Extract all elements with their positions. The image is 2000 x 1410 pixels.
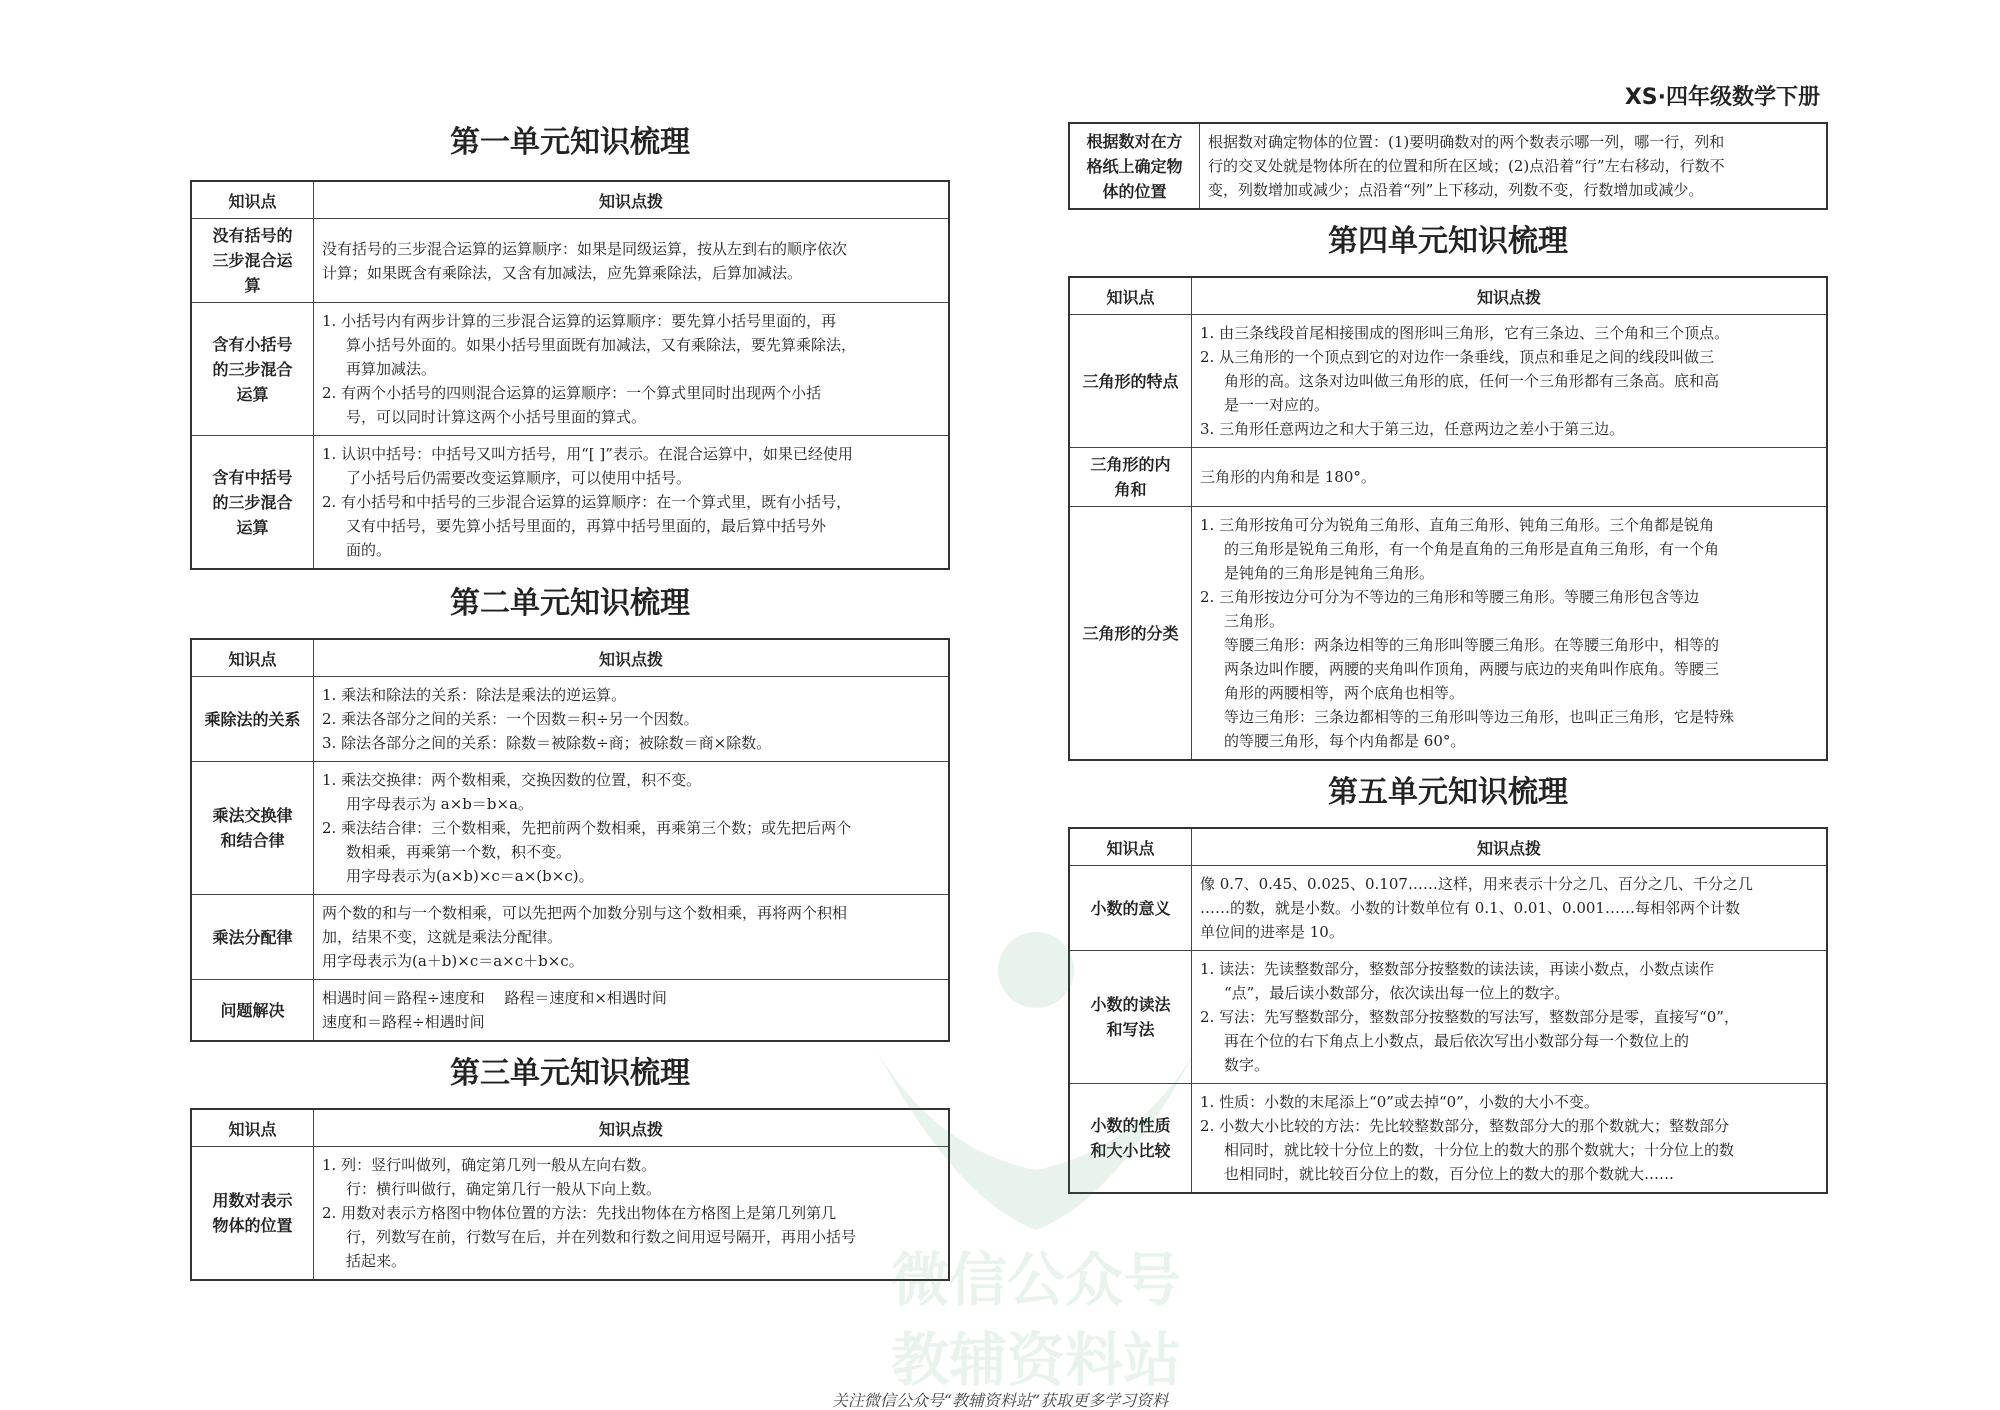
knowledge-tip xyxy=(1192,1084,1828,1194)
knowledge-row xyxy=(1069,507,1827,761)
tip-line: 数字。 xyxy=(1224,1056,1270,1074)
tip-line: 加，结果不变，这就是乘法分配律。 xyxy=(322,928,563,946)
tip-line: 行：横行叫做行，确定第几行一般从下向上数。 xyxy=(346,1180,662,1198)
tip-line: 行的交叉处就是物体所在的位置和所在区域；(2)点沿着“行”左右移动，行数不 xyxy=(1208,157,1725,175)
tip-line: ……的数，就是小数。小数的计数单位有 0.1、0.01、0.001……每相邻两个计数 xyxy=(1200,899,1740,917)
knowledge-row xyxy=(191,436,949,570)
knowledge-point-name xyxy=(191,219,314,303)
left-column xyxy=(190,118,950,1281)
knowledge-point-name xyxy=(1069,951,1192,1084)
tip-line: 2. 有两个小括号的四则混合运算的运算顺序：一个算式里同时出现两个小括 xyxy=(322,384,822,402)
knowledge-tip xyxy=(1192,448,1828,507)
column-header-point: 知识点 xyxy=(1069,277,1192,315)
knowledge-table-continued xyxy=(1068,122,1828,210)
section-title: 第四单元知识梳理 xyxy=(1328,224,1568,259)
tip-line: 两条边叫作腰，两腰的夹角叫作顶角，两腰与底边的夹角叫作底角。等腰三 xyxy=(1224,660,1720,678)
tip-line: 两个数的和与一个数相乘，可以先把两个加数分别与这个数相乘，再将两个积相 xyxy=(322,904,848,922)
watermark-dot xyxy=(998,932,1074,1008)
tip-line: 1. 列：竖行叫做列，确定第几列一般从左向右数。 xyxy=(322,1156,657,1174)
tip-line: 没有括号的三步混合运算的运算顺序：如果是同级运算，按从左到右的顺序依次 xyxy=(322,239,848,258)
knowledge-row xyxy=(191,219,949,303)
knowledge-point-label: 小数的意义 xyxy=(1090,898,1171,918)
knowledge-point-label: 用数对表示物体的位置 xyxy=(212,1191,293,1235)
knowledge-point-name xyxy=(1069,123,1200,209)
tip-line: 用字母表示为(a＋b)×c＝a×c＋b×c。 xyxy=(322,952,584,970)
knowledge-tip xyxy=(1192,507,1828,761)
tip-line: 1. 由三条线段首尾相接围成的图形叫三角形，它有三条边、三个角和三个顶点。 xyxy=(1200,324,1730,342)
tip-line: 算小括号外面的。如果小括号里面既有加减法，又有乘除法，要先算乘除法， xyxy=(346,336,857,354)
tip-line: 面的。 xyxy=(346,541,392,559)
tip-line: 是一一对应的。 xyxy=(1224,396,1330,414)
tip-line: 计算；如果既含有乘除法，又含有加减法，应先算乘除法，后算加减法。 xyxy=(322,263,803,282)
tip-line: 2. 乘法各部分之间的关系：一个因数＝积÷另一个因数。 xyxy=(322,710,699,728)
knowledge-point-name xyxy=(191,762,314,895)
knowledge-point-label: 含有小括号的三步混合运算 xyxy=(212,334,293,404)
tip-line: 也相同时，就比较百分位上的数，百分位上的数大的那个数就大…… xyxy=(1224,1165,1675,1183)
tip-line: 3. 三角形任意两边之和大于第三边，任意两边之差小于第三边。 xyxy=(1200,420,1625,438)
column-header-point: 知识点 xyxy=(191,181,314,219)
knowledge-row xyxy=(191,677,949,762)
knowledge-row xyxy=(1069,315,1827,448)
knowledge-point-name xyxy=(1069,1084,1192,1194)
tip-line: 再算加减法。 xyxy=(346,360,437,378)
tip-line: 三角形的内角和是 180°。 xyxy=(1200,468,1376,486)
knowledge-tip xyxy=(314,219,950,303)
tip-line: 了小括号后仍需要改变运算顺序，可以使用中括号。 xyxy=(346,469,692,487)
tip-line: 号，可以同时计算这两个小括号里面的算式。 xyxy=(346,408,647,426)
tip-line: 相遇时间＝路程÷速度和 路程＝速度和×相遇时间 xyxy=(322,989,667,1007)
knowledge-row xyxy=(1069,123,1827,209)
knowledge-row xyxy=(1069,951,1827,1084)
tip-line: 相同时，就比较十分位上的数，十分位上的数大的那个数就大；十分位上的数 xyxy=(1224,1141,1735,1159)
book-tag: XS·四年级数学下册 xyxy=(1624,85,1820,110)
knowledge-point-label: 小数的性质和大小比较 xyxy=(1090,1116,1171,1160)
tip-line: 1. 认识中括号：中括号又叫方括号，用“[ ]”表示。在混合运算中，如果已经使用 xyxy=(322,445,853,463)
column-header-tip: 知识点拨 xyxy=(314,639,950,677)
tip-line: 2. 写法：先写整数部分，整数部分按整数的写法写，整数部分是零，直接写“0”， xyxy=(1200,1008,1739,1026)
knowledge-row xyxy=(191,1147,949,1281)
knowledge-row xyxy=(191,980,949,1042)
tip-line: 用字母表示为 a×b＝b×a。 xyxy=(346,795,533,813)
knowledge-tip xyxy=(314,1147,950,1281)
tip-line: 2. 从三角形的一个顶点到它的对边作一条垂线，顶点和垂足之间的线段叫做三 xyxy=(1200,348,1715,366)
tip-line: 等边三角形：三条边都相等的三角形叫等边三角形，也叫正三角形，它是特殊 xyxy=(1224,708,1735,726)
tip-line: 变，列数增加或减少；点沿着“列”上下移动，列数不变，行数增加或减少。 xyxy=(1208,181,1704,199)
tip-line: 的三角形是锐角三角形，有一个角是直角的三角形是直角三角形，有一个角 xyxy=(1224,540,1720,558)
tip-line: 是钝角的三角形是钝角三角形。 xyxy=(1224,564,1435,582)
knowledge-tip xyxy=(1192,866,1828,951)
knowledge-tip xyxy=(314,895,950,980)
tip-line: 2. 用数对表示方格图中物体位置的方法：先找出物体在方格图上是第几列第几 xyxy=(322,1204,837,1222)
tip-line: 2. 三角形按边分可分为不等边的三角形和等腰三角形。等腰三角形包含等边 xyxy=(1200,588,1700,606)
column-header-tip: 知识点拨 xyxy=(1192,828,1828,866)
tip-line: 根据数对确定物体的位置：(1)要明确数对的两个数表示哪一列，哪一行，列和 xyxy=(1208,133,1725,151)
knowledge-tip xyxy=(1192,315,1828,448)
knowledge-point-name xyxy=(191,895,314,980)
tip-line: 角形的高。这条对边叫做三角形的底，任何一个三角形都有三条高。底和高 xyxy=(1224,372,1720,390)
knowledge-point-label: 含有中括号的三步混合运算 xyxy=(212,467,293,537)
knowledge-tip xyxy=(314,303,950,436)
knowledge-tip xyxy=(314,762,950,895)
tip-line: 等腰三角形：两条边相等的三角形叫等腰三角形。在等腰三角形中，相等的 xyxy=(1224,636,1720,654)
tip-line: 像 0.7、0.45、0.025、0.107……这样，用来表示十分之几、百分之几、千分之几 xyxy=(1200,875,1753,893)
column-header-tip: 知识点拨 xyxy=(314,1109,950,1147)
tip-line: 1. 三角形按角可分为锐角三角形、直角三角形、钝角三角形。三个角都是锐角 xyxy=(1200,516,1715,534)
knowledge-point-name xyxy=(191,980,314,1042)
footer-note: 关注微信公众号“教辅资料站”获取更多学习资料 xyxy=(831,1391,1169,1410)
knowledge-row xyxy=(1069,866,1827,951)
right-column xyxy=(1068,122,1828,1194)
knowledge-table xyxy=(190,638,950,1042)
tip-line: 角形的两腰相等，两个底角也相等。 xyxy=(1224,684,1465,702)
tip-line: 括起来。 xyxy=(346,1252,407,1270)
knowledge-point-label: 三角形的内角和 xyxy=(1090,455,1171,499)
tip-line: 2. 有小括号和中括号的三步混合运算的运算顺序：在一个算式里，既有小括号， xyxy=(322,493,852,511)
knowledge-point-name xyxy=(1069,866,1192,951)
knowledge-table xyxy=(1068,827,1828,1194)
knowledge-point-name xyxy=(191,1147,314,1281)
knowledge-point-name xyxy=(1069,448,1192,507)
knowledge-point-name xyxy=(191,677,314,762)
column-header-point: 知识点 xyxy=(1069,828,1192,866)
knowledge-table xyxy=(190,1108,950,1281)
tip-line: 又有中括号，要先算小括号里面的，再算中括号里面的，最后算中括号外 xyxy=(346,517,827,535)
watermark-text-2: 教辅资料站 xyxy=(890,1326,1182,1394)
watermark-text-1: 微信公众号 xyxy=(890,1246,1182,1314)
knowledge-row xyxy=(1069,448,1827,507)
tip-line: 的等腰三角形，每个内角都是 60°。 xyxy=(1224,732,1466,750)
knowledge-tip xyxy=(314,677,950,762)
tip-line: 1. 读法：先读整数部分，整数部分按整数的读法读，再读小数点，小数点读作 xyxy=(1200,960,1715,978)
tip-line: 3. 除法各部分之间的关系：除数＝被除数÷商；被除数＝商×除数。 xyxy=(322,734,772,752)
section-title: 第一单元知识梳理 xyxy=(450,125,690,160)
tip-line: 2. 小数大小比较的方法：先比较整数部分，整数部分大的那个数就大；整数部分 xyxy=(1200,1117,1730,1135)
tip-line: “点”，最后读小数部分，依次读出每一位上的数字。 xyxy=(1224,984,1570,1002)
knowledge-tip xyxy=(314,436,950,570)
tip-line: 1. 性质：小数的末尾添上“0”或去掉“0”，小数的大小不变。 xyxy=(1200,1093,1599,1111)
tip-line: 1. 乘法交换律：两个数相乘，交换因数的位置，积不变。 xyxy=(322,771,702,789)
section-title: 第五单元知识梳理 xyxy=(1328,775,1568,810)
column-header-point: 知识点 xyxy=(191,639,314,677)
knowledge-point-label: 问题解决 xyxy=(220,1000,285,1020)
knowledge-point-name xyxy=(1069,315,1192,448)
knowledge-row xyxy=(191,895,949,980)
knowledge-row xyxy=(1069,1084,1827,1194)
section-title: 第三单元知识梳理 xyxy=(450,1056,690,1091)
knowledge-point-label: 三角形的分类 xyxy=(1082,623,1179,643)
column-header-tip: 知识点拨 xyxy=(1192,277,1828,315)
column-header-point: 知识点 xyxy=(191,1109,314,1147)
knowledge-row xyxy=(191,762,949,895)
tip-line: 三角形。 xyxy=(1224,612,1285,630)
tip-line: 单位间的进率是 10。 xyxy=(1200,923,1344,941)
tip-line: 1. 小括号内有两步计算的三步混合运算的运算顺序：要先算小括号里面的，再 xyxy=(322,312,837,330)
knowledge-tip xyxy=(1200,123,1828,209)
tip-line: 再在个位的右下角点上小数点，最后依次写出小数部分每一个数位上的 xyxy=(1224,1032,1690,1050)
section-title: 第二单元知识梳理 xyxy=(450,586,690,621)
knowledge-point-name xyxy=(1069,507,1192,761)
knowledge-point-name xyxy=(191,436,314,570)
knowledge-tip xyxy=(1192,951,1828,1084)
tip-line: 用字母表示为(a×b)×c＝a×(b×c)。 xyxy=(346,867,594,885)
knowledge-point-label: 小数的读法和写法 xyxy=(1090,995,1171,1039)
knowledge-table xyxy=(190,180,950,570)
knowledge-tip xyxy=(314,980,950,1042)
knowledge-point-label: 根据数对在方格纸上确定物体的位置 xyxy=(1086,131,1183,201)
knowledge-point-label: 没有括号的三步混合运算 xyxy=(212,226,293,295)
tip-line: 数相乘，再乘第一个数，积不变。 xyxy=(346,843,572,861)
column-header-tip: 知识点拨 xyxy=(314,181,950,219)
knowledge-point-label: 乘除法的关系 xyxy=(204,709,301,729)
tip-line: 速度和＝路程÷相遇时间 xyxy=(322,1013,485,1031)
knowledge-table xyxy=(1068,276,1828,761)
knowledge-point-label: 乘法分配律 xyxy=(212,927,293,947)
tip-line: 行，列数写在前，行数写在后，并在列数和行数之间用逗号隔开，再用小括号 xyxy=(346,1228,857,1246)
tip-line: 2. 乘法结合律：三个数相乘，先把前两个数相乘，再乘第三个数；或先把后两个 xyxy=(322,819,852,837)
knowledge-point-name xyxy=(191,303,314,436)
knowledge-point-label: 乘法交换律和结合律 xyxy=(212,806,293,850)
knowledge-row xyxy=(191,303,949,436)
tip-line: 1. 乘法和除法的关系：除法是乘法的逆运算。 xyxy=(322,686,627,704)
knowledge-point-label: 三角形的特点 xyxy=(1082,371,1179,391)
